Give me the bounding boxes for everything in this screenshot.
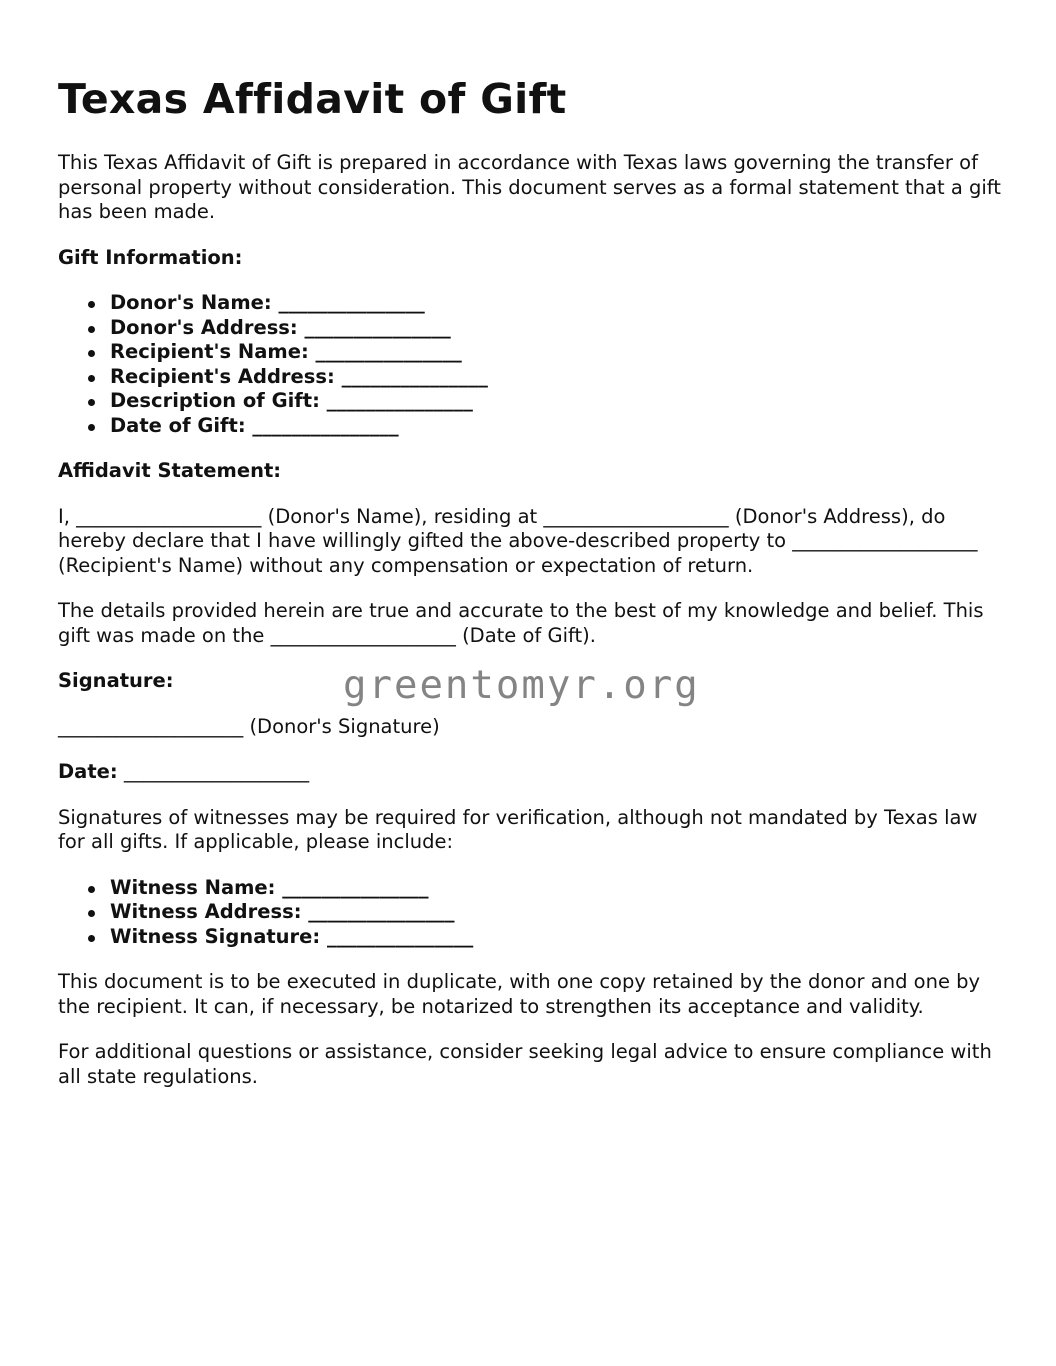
date-blank: ___________________ [117, 760, 310, 783]
affidavit-statement-label: Affidavit Statement: [58, 459, 282, 482]
gift-info-list [58, 291, 1008, 438]
affidavit-statement-paragraph: I, ___________________ (Donor's Name), residing at ___________________ (Donor's Address), do hereby declare that I have willingly gifted the above-described property to ___________________ (Recipient's Name) without any compensation or expectation of return. [58, 504, 978, 577]
list-item: Date of Gift: _______________ [110, 414, 1008, 439]
list-item: Donor's Address: _______________ [110, 316, 1008, 341]
signature-label: Signature: [58, 669, 174, 692]
advice-paragraph: For additional questions or assistance, consider seeking legal advice to ensure compliance with all state regulations. [58, 1040, 992, 1088]
document-page [58, 0, 1008, 1089]
list-item: Witness Signature: _______________ [110, 925, 1008, 950]
intro-paragraph: This Texas Affidavit of Gift is prepared in accordance with Texas laws governing the transfer of personal property without consideration. This document serves as a formal statement that a gift has been made. [58, 151, 1001, 223]
donor-signature-line: ___________________ (Donor's Signature) [58, 714, 440, 738]
date-line [58, 760, 1008, 785]
witness-intro-paragraph: Signatures of witnesses may be required for verification, although not mandated by Texas law for all gifts. If applicable, please include: [58, 805, 978, 853]
witness-list [58, 876, 1008, 950]
list-item: Recipient's Address: _______________ [110, 365, 1008, 390]
execution-paragraph: This document is to be executed in duplicate, with one copy retained by the donor and one by the recipient. It can, if necessary, be notarized to strengthen its acceptance and validity. [58, 970, 981, 1018]
list-item: Recipient's Name: _______________ [110, 340, 1008, 365]
gift-info-label: Gift Information: [58, 245, 243, 269]
list-item: Description of Gift: _______________ [110, 389, 1008, 414]
date-label: Date: [58, 760, 118, 783]
watermark-text: greentomyr.org [343, 663, 700, 708]
list-item: Witness Name: _______________ [110, 876, 1008, 901]
list-item: Witness Address: _______________ [110, 900, 1008, 925]
details-paragraph: The details provided herein are true and accurate to the best of my knowledge and belief. This gift was made on the ___________________ (Date of Gift). [58, 599, 984, 647]
list-item: Donor's Name: _______________ [110, 291, 1008, 316]
document-title: Texas Affidavit of Gift [58, 75, 567, 123]
